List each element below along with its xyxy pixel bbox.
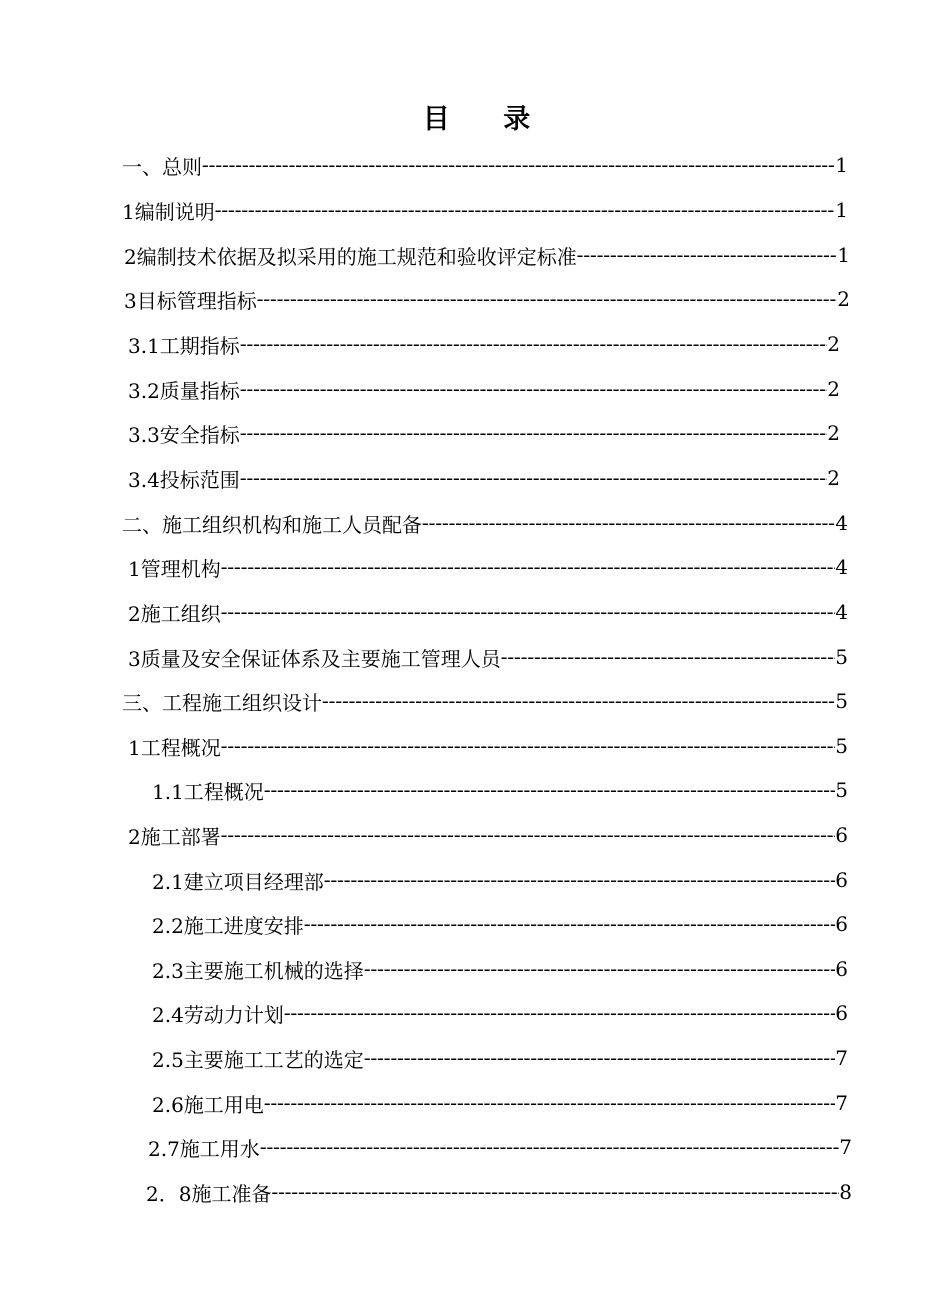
- toc-entry[interactable]: [152, 907, 848, 941]
- toc-leader: [364, 958, 835, 981]
- toc-entry[interactable]: [152, 1086, 848, 1120]
- toc-leader: [221, 824, 836, 847]
- toc-entry-text: 2.1建立项目经理部: [152, 869, 324, 894]
- toc-entry-text: 2.4劳动力计划: [152, 1002, 284, 1027]
- toc-entry[interactable]: [122, 506, 848, 540]
- toc-entry-page: 2: [837, 287, 850, 311]
- toc-entry-page: 7: [835, 1046, 848, 1070]
- toc-entry-page: 7: [839, 1135, 852, 1159]
- toc-leader: [257, 288, 838, 311]
- toc-entry-text: 1工程概况: [128, 735, 221, 760]
- toc-entry[interactable]: [128, 818, 848, 852]
- toc-entry[interactable]: [152, 996, 848, 1030]
- toc-entry-text: 3.1工期指标: [128, 333, 240, 358]
- toc-leader: [240, 467, 827, 490]
- toc-entry[interactable]: [152, 1041, 848, 1075]
- toc-leader: [221, 556, 836, 579]
- toc-leader: [284, 1002, 835, 1025]
- toc-entry[interactable]: [128, 461, 840, 495]
- toc-entry-text: 1.1工程概况: [152, 779, 264, 804]
- toc-entry[interactable]: [122, 193, 848, 227]
- toc-entry-page: 4: [835, 600, 848, 624]
- toc-leader: [221, 601, 836, 624]
- toc-entry-text: 3.2质量指标: [128, 378, 240, 403]
- toc-entry[interactable]: [128, 327, 840, 361]
- toc-leader: [215, 199, 836, 222]
- toc-entry[interactable]: [128, 595, 848, 629]
- toc-entry-text: 3目标管理指标: [124, 288, 257, 313]
- toc-entry[interactable]: [124, 238, 850, 272]
- toc-leader: [221, 735, 836, 758]
- toc-entry-page: 4: [835, 555, 848, 579]
- toc-leader: [304, 913, 835, 936]
- toc-entry-page: 1: [835, 153, 848, 177]
- toc-entry[interactable]: [152, 952, 848, 986]
- toc-entry-page: 2: [827, 332, 840, 356]
- toc-entry[interactable]: [128, 640, 848, 674]
- toc-entry-page: 5: [835, 778, 848, 802]
- toc-entry-page: 2: [827, 421, 840, 445]
- toc-leader: [271, 1181, 839, 1204]
- toc-entry-text: 2.3主要施工机械的选择: [152, 958, 364, 983]
- toc-entry-text: 2.6施工用电: [152, 1092, 264, 1117]
- toc-entry-page: 5: [835, 645, 848, 669]
- toc-leader: [264, 779, 835, 802]
- toc-entry-page: 7: [835, 1091, 848, 1115]
- toc-entry-text: 2.5主要施工工艺的选定: [152, 1047, 364, 1072]
- toc-leader: [240, 422, 827, 445]
- toc-entry-text: 三、工程施工组织设计: [122, 690, 322, 715]
- toc-entry-text: 2施工部署: [128, 824, 221, 849]
- toc-entry-text: 二、施工组织机构和施工人员配备: [122, 512, 422, 537]
- toc-entry-page: 1: [835, 198, 848, 222]
- toc-entry-text: 2编制技术依据及拟采用的施工规范和验收评定标准: [124, 244, 577, 269]
- toc-entry[interactable]: [124, 282, 850, 316]
- toc-entry-text: 3.3安全指标: [128, 422, 240, 447]
- toc-entry[interactable]: [146, 1175, 852, 1209]
- toc-entry[interactable]: [122, 684, 848, 718]
- toc-leader: [364, 1047, 835, 1070]
- toc-entry-text: 2.2施工进度安排: [152, 913, 304, 938]
- toc-entry-text: 1管理机构: [128, 556, 221, 581]
- toc-leader: [260, 1136, 839, 1159]
- toc-leader: [322, 690, 835, 713]
- toc-entry[interactable]: [128, 550, 848, 584]
- toc-entry-text: 3.4投标范围: [128, 467, 240, 492]
- toc-leader: [501, 646, 836, 669]
- toc-entry[interactable]: [128, 416, 840, 450]
- toc-leader: [264, 1092, 835, 1115]
- toc-leader: [240, 378, 827, 401]
- toc-entry-text: 2．8施工准备: [146, 1181, 272, 1206]
- toc-entry-text: 一、总则: [122, 154, 202, 179]
- toc-entry-page: 8: [839, 1180, 852, 1204]
- toc-entry-page: 6: [835, 1001, 848, 1025]
- toc-entry-text: 2.7施工用水: [148, 1136, 260, 1161]
- toc-entry-page: 4: [835, 511, 848, 535]
- toc-entry-page: 2: [827, 466, 840, 490]
- toc-leader: [240, 333, 827, 356]
- toc-leader: [577, 244, 838, 267]
- toc-entry-page: 6: [835, 912, 848, 936]
- page-title: 目 录: [422, 104, 553, 135]
- toc-entry[interactable]: [122, 148, 848, 182]
- toc-entry[interactable]: [128, 729, 848, 763]
- toc-entry-page: 6: [835, 823, 848, 847]
- toc-leader: [324, 869, 835, 892]
- toc-entry[interactable]: [152, 863, 848, 897]
- toc-entry-text: 1编制说明: [122, 199, 215, 224]
- toc-entry[interactable]: [148, 1130, 852, 1164]
- toc-leader: [422, 512, 835, 535]
- toc-leader: [202, 154, 835, 177]
- toc-entry-page: 6: [835, 868, 848, 892]
- toc-entry-text: 2施工组织: [128, 601, 221, 626]
- toc-entry[interactable]: [128, 372, 840, 406]
- toc-entry-page: 5: [835, 734, 848, 758]
- toc-entry[interactable]: [152, 773, 848, 807]
- toc-entry-text: 3质量及安全保证体系及主要施工管理人员: [128, 646, 501, 671]
- toc-entry-page: 2: [827, 377, 840, 401]
- toc-entry-page: 5: [835, 689, 848, 713]
- toc-entry-page: 1: [837, 243, 850, 267]
- toc-entry-page: 6: [835, 957, 848, 981]
